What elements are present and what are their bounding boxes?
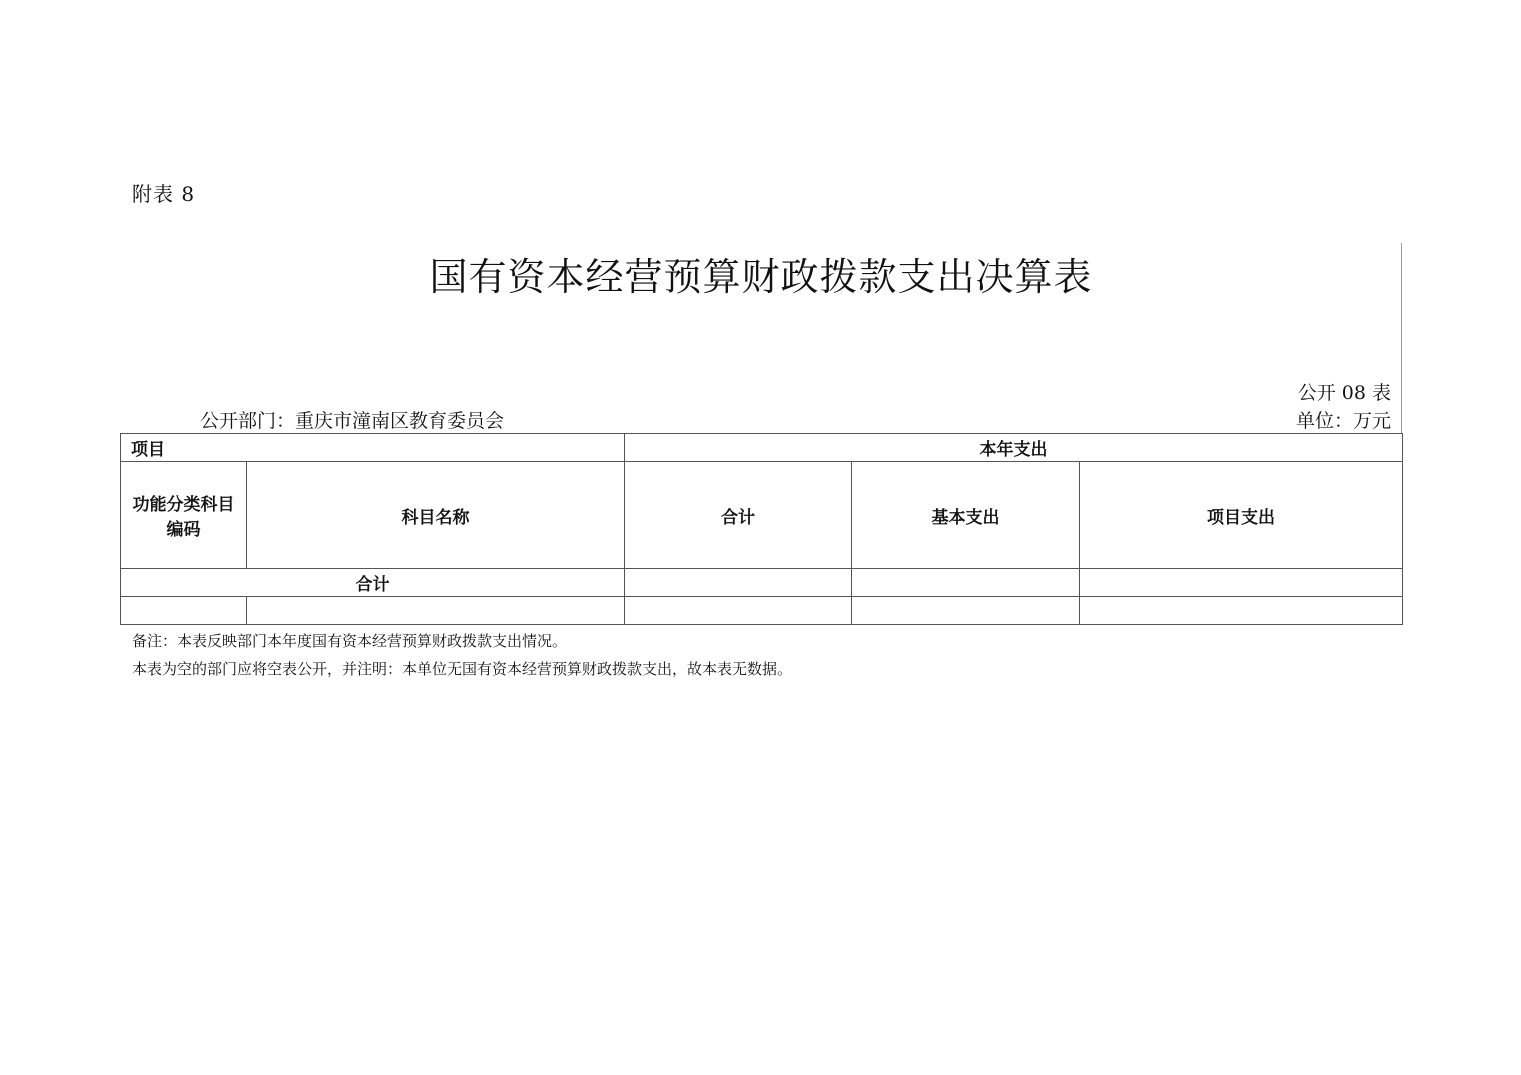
document-title: 国有资本经营预算财政拨款支出决算表 [429,255,1093,299]
column-header-basic: 基本支出 [852,462,1080,569]
total-cell [625,569,852,597]
project-value-cell [1080,597,1403,625]
name-cell [247,597,625,625]
form-code: 公开 08 表 [1297,382,1391,404]
unit-label: 单位：万元 [1295,410,1391,432]
table-header-row [121,434,1403,462]
total-project-cell [1080,569,1403,597]
column-header-code: 功能分类科目编码 [121,462,247,569]
column-header-total: 合计 [625,462,852,569]
total-row [121,569,1403,597]
table-row [121,597,1403,625]
table-subheader-row [121,462,1403,569]
column-header-project: 项目支出 [1080,462,1403,569]
current-year-header: 本年支出 [625,434,1403,462]
department-label: 公开部门：重庆市潼南区教育委员会 [200,410,505,432]
basic-value-cell [852,597,1080,625]
column-header-name: 科目名称 [247,462,625,569]
expenditure-table [120,433,1403,625]
attachment-label: 附表 8 [132,182,196,206]
code-cell [121,597,247,625]
total-basic-cell [852,569,1080,597]
note-line-2: 本表为空的部门应将空表公开，并注明：本单位无国有资本经营预算财政拨款支出，故本表无数据。 [132,660,793,678]
project-header: 项目 [121,434,625,462]
total-value-cell [625,597,852,625]
total-row-label: 合计 [121,569,625,597]
note-line-1: 备注：本表反映部门本年度国有资本经营预算财政拨款支出情况。 [132,632,568,650]
